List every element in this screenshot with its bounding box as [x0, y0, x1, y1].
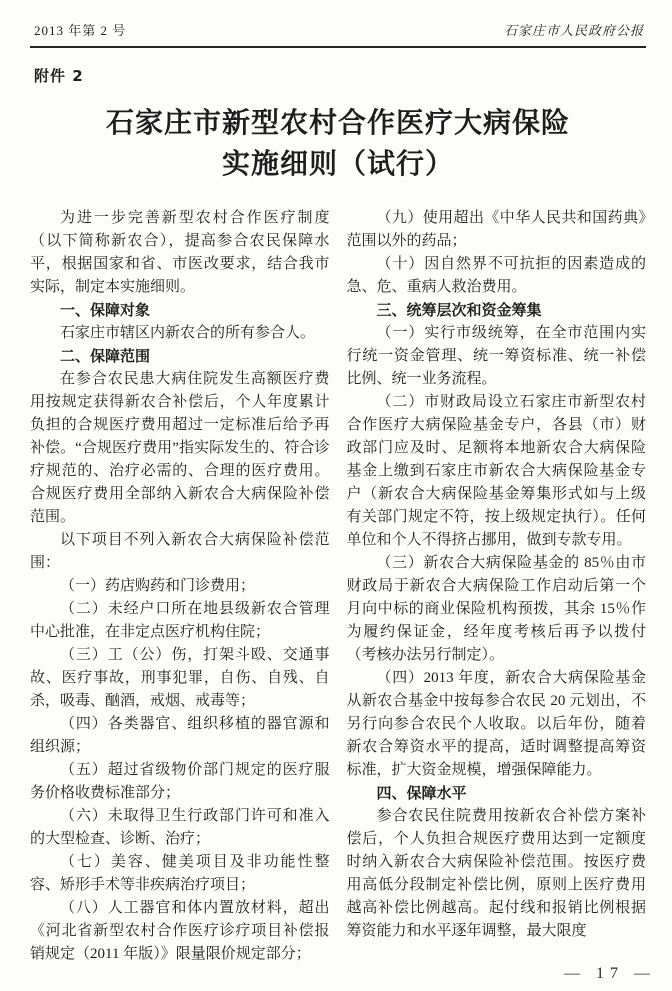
issue-number: 2013 年第 2 号: [34, 23, 127, 38]
left-column: [30, 207, 330, 966]
running-head: [30, 18, 646, 39]
paragraph: （三）工（公）伤，打架斗殴、交通事故、医疗事故，刑事犯罪，自伤、自残、自杀，吸毒、酗酒，戒烟、戒毒等；: [30, 646, 330, 709]
document-body: [30, 207, 646, 966]
document-title-line2: 实施细则（试行）: [221, 147, 454, 181]
gazette-title: 石家庄市人民政府公报: [503, 23, 644, 38]
paragraph: （六）未取得卫生行政部门许可和准入的大型检查、诊断、治疗；: [30, 807, 330, 847]
page-number: — 17 —: [564, 965, 656, 982]
paragraph: 为进一步完善新型农村合作医疗制度（以下简称新农合），提高参合农民保障水平，根据国家和省、市医改要求，结合我市实际，制定本实施细则。: [30, 209, 330, 295]
paragraph: （三）新农合大病保险基金的 85％由市财政局于新农合大病保险工作启动后第一个月向中标的商业保险机构预拨，其余 15％作为履约保证金，经年度考核后再予以拨付（考核办法另行制定）。: [346, 554, 646, 663]
paragraph: （一）实行市级统筹，在全市范围内实行统一资金管理、统一筹资标准、统一补偿比例、统一业务流程。: [346, 324, 646, 387]
paragraph: （一）药店购药和门诊费用；: [60, 577, 256, 594]
paragraph: （二）未经户口所在地县级新农合管理中心批准，在非定点医疗机构住院；: [30, 600, 330, 640]
paragraph: （十）因自然界不可抗拒的因素造成的急、危、重病人救治费用。: [346, 255, 646, 295]
section-heading: 一、保障对象: [60, 300, 151, 319]
document-title: [30, 102, 646, 185]
paragraph: （二）市财政局设立石家庄市新型农村合作医疗大病保险基金专户，各县（市）财政部门应及时、足额将本地新农合大病保险基金上缴到石家庄市新农合大病保险基金专户（新农合大病保险基金筹集形式如与上级有关部门规定不符，按上级规定执行）。任何单位和个人不得挤占挪用，做到专款专用。: [346, 393, 646, 548]
section-heading: 二、保障范围: [60, 346, 151, 365]
paragraph: 参合农民住院费用按新农合补偿方案补偿后，个人负担合规医疗费用达到一定额度时纳入新农合大病保险补偿范围。按医疗费用高低分段制定补偿比例，原则上医疗费用越高补偿比例越高。起付线和报销比例根据筹资能力和水平逐年调整，最大限度: [346, 807, 646, 939]
section-heading: 三、统筹层次和资金筹集: [376, 300, 542, 319]
paragraph: （九）使用超出《中华人民共和国药典》范围以外的药品；: [346, 209, 646, 249]
paragraph: 以下项目不列入新农合大病保险补偿范围：: [30, 531, 330, 571]
attachment-label: 附件 2: [34, 67, 84, 85]
paragraph: （四）2013 年度，新农合大病保险基金从新农合基金中按每参合农民 20 元划出，不另行向参合农民个人收取。以后年份，随着新农合筹资水平的提高，适时调整提高筹资标准，扩大资金规模，增强保障能力。: [346, 669, 646, 778]
document-title-line1: 石家庄市新型农村合作医疗大病保险: [105, 106, 570, 139]
paragraph: 在参合农民患大病住院发生高额医疗费用按规定获得新农合补偿后，个人年度累计负担的合规医疗费用超过一定标准后给予再补偿。“合规医疗费用”指实际发生的、符合诊疗规范的、治疗必需的、合理的医疗费用。合规医疗费用全部纳入新农合大病保险补偿范围。: [30, 370, 330, 525]
right-column: [347, 207, 647, 966]
paragraph: 石家庄市辖区内新农合的所有参合人。: [60, 324, 316, 341]
section-heading: 四、保障水平: [376, 783, 467, 802]
paragraph: （五）超过省级物价部门规定的医疗服务价格收费标准部分；: [30, 761, 330, 801]
paragraph: （四）各类器官、组织移植的器官源和组织源；: [30, 715, 330, 755]
paragraph: （八）人工器官和体内置放材料，超出《河北省新型农村合作医疗诊疗项目补偿报销规定（2011 年版）》限量限价规定部分；: [30, 899, 330, 962]
header-rule: [30, 46, 646, 48]
paragraph: （七）美容、健美项目及非功能性整容、矫形手术等非疾病治疗项目；: [30, 853, 330, 893]
